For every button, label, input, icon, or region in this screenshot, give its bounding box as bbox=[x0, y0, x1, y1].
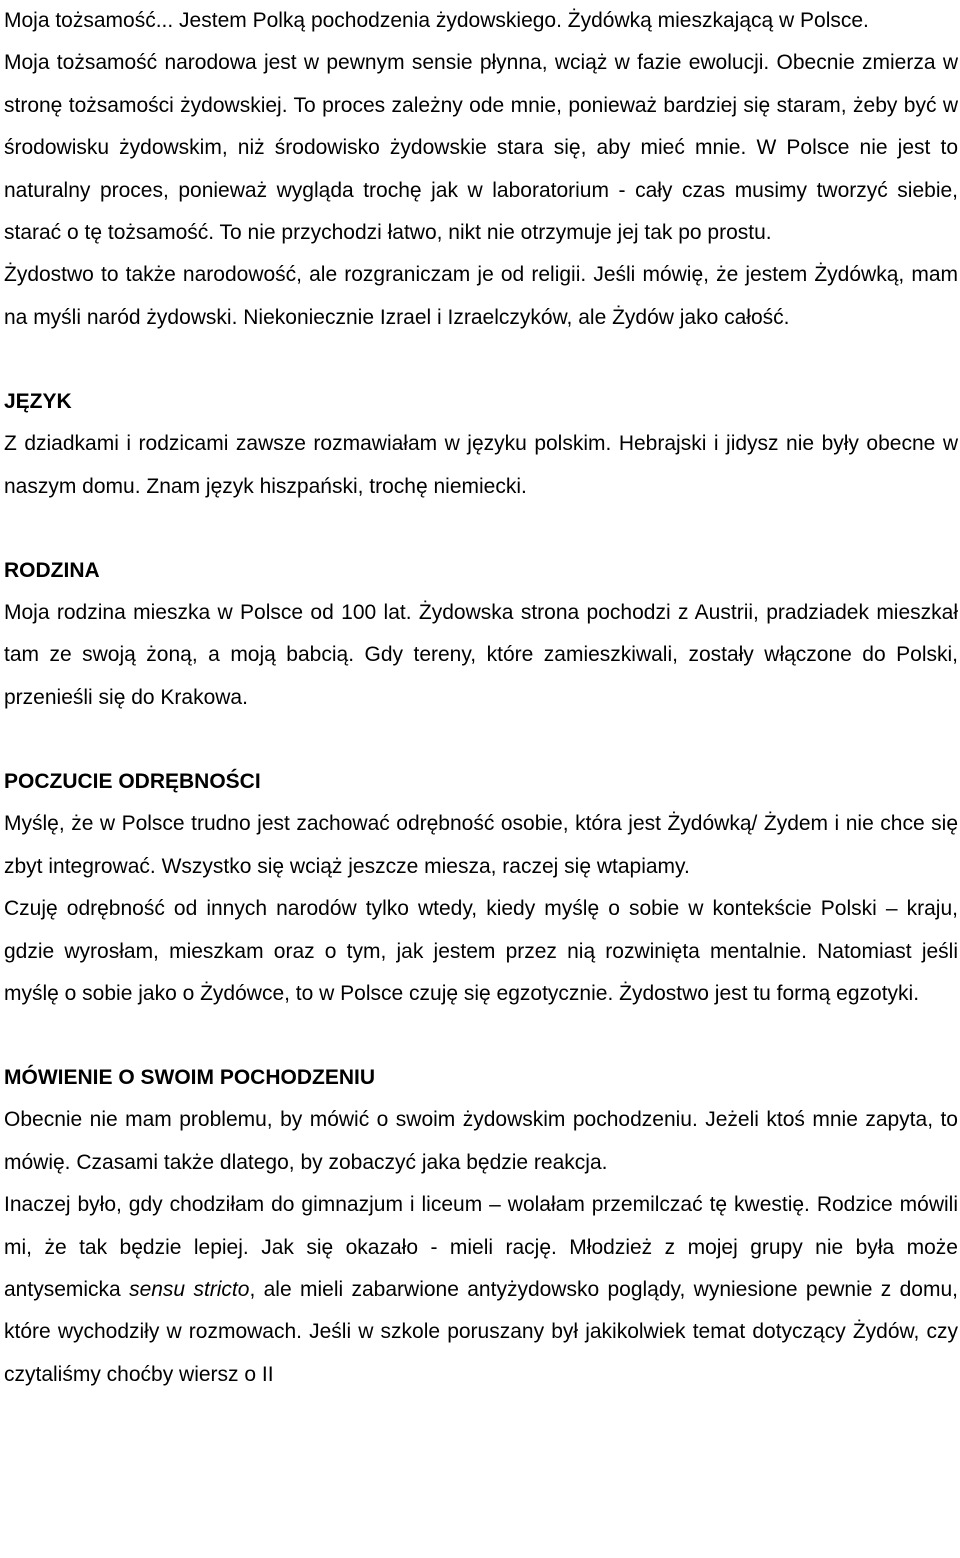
latin-phrase: sensu stricto bbox=[129, 1277, 250, 1301]
section-spacer bbox=[4, 1015, 958, 1057]
mowienie-paragraph-2 bbox=[4, 1184, 958, 1396]
mowienie-text-before: Inaczej było, gdy chodziłam do gimnazjum i liceum – wolałam przemilczać tę kwestię. Rodzice mówili mi, że tak będzie lepiej. Jak się okazało - mieli rację. Młodzież z mojej grupy nie była może antysemicka bbox=[4, 1193, 958, 1301]
intro-paragraph-2: Moja tożsamość narodowa jest w pewnym sensie płynna, wciąż w fazie ewolucji. Obecnie zmierza w stronę tożsamości żydowskiej. To proces zależny ode mnie, ponieważ bardziej się staram, żeby być w środowisku żydowskim, niż środowisko żydowskie stara się, aby mieć mnie. W Polsce nie jest to naturalny proces, ponieważ wygląda trochę jak w laboratorium - cały czas musimy tworzyć siebie, starać o tę tożsamość. To nie przychodzi łatwo, nikt nie otrzymuje jej tak po prostu. bbox=[4, 51, 958, 245]
section-heading-odrebnosc: POCZUCIE ODRĘBNOŚCI bbox=[4, 770, 261, 794]
section-heading-rodzina: RODZINA bbox=[4, 559, 100, 583]
section-heading-mowienie: MÓWIENIE O SWOIM POCHODZENIU bbox=[4, 1066, 375, 1090]
jezyk-paragraph: Z dziadkami i rodzicami zawsze rozmawiałam w języku polskim. Hebrajski i jidysz nie były obecne w naszym domu. Znam język hiszpański, trochę niemiecki. bbox=[4, 432, 958, 498]
mowienie-text-after: , ale mieli zabarwione antyżydowsko poglądy, wyniesione pewnie z domu, które wychodziły w rozmowach. Jeśli w szkole poruszany był jakikolwiek temat dotyczący Żydów, czy czytaliśmy choćby wiersz o II bbox=[4, 1277, 958, 1386]
odrebnosc-paragraph-2: Czuję odrębność od innych narodów tylko wtedy, kiedy myślę o sobie w kontekście Polski – kraju, gdzie wyrosłam, mieszkam oraz o tym, jak jestem przez nią rozwinięta mentalnie. Natomiast jeśli myślę o sobie jako o Żydówce, to w Polsce czuję się egzotycznie. Żydostwo jest tu formą egzotyki. bbox=[4, 897, 958, 1005]
section-heading-jezyk: JĘZYK bbox=[4, 390, 72, 414]
intro-paragraph-3: Żydostwo to także narodowość, ale rozgraniczam je od religii. Jeśli mówię, że jestem Żydówką, mam na myśli naród żydowski. Niekoniecznie Izrael i Izraelczyków, ale Żydów jako całość. bbox=[4, 263, 958, 329]
section-spacer bbox=[4, 339, 958, 381]
document-page bbox=[4, 0, 958, 1396]
intro-paragraph-1: Moja tożsamość... Jestem Polką pochodzenia żydowskiego. Żydówką mieszkającą w Polsce. bbox=[4, 9, 869, 32]
rodzina-paragraph: Moja rodzina mieszka w Polsce od 100 lat. Żydowska strona pochodzi z Austrii, pradziadek mieszkał tam ze swoją żoną, a moją babcią. Gdy tereny, które zamieszkiwali, zostały włączone do Polski, przenieśli się do Krakowa. bbox=[4, 601, 958, 709]
odrebnosc-paragraph-1: Myślę, że w Polsce trudno jest zachować odrębność osobie, która jest Żydówką/ Żydem i nie chce się zbyt integrować. Wszystko się wciąż jeszcze miesza, raczej się wtapiamy. bbox=[4, 812, 958, 878]
mowienie-paragraph-1: Obecnie nie mam problemu, by mówić o swoim żydowskim pochodzeniu. Jeżeli ktoś mnie zapyta, to mówię. Czasami także dlatego, by zobaczyć jaka będzie reakcja. bbox=[4, 1108, 958, 1174]
section-spacer bbox=[4, 719, 958, 761]
section-spacer bbox=[4, 508, 958, 550]
